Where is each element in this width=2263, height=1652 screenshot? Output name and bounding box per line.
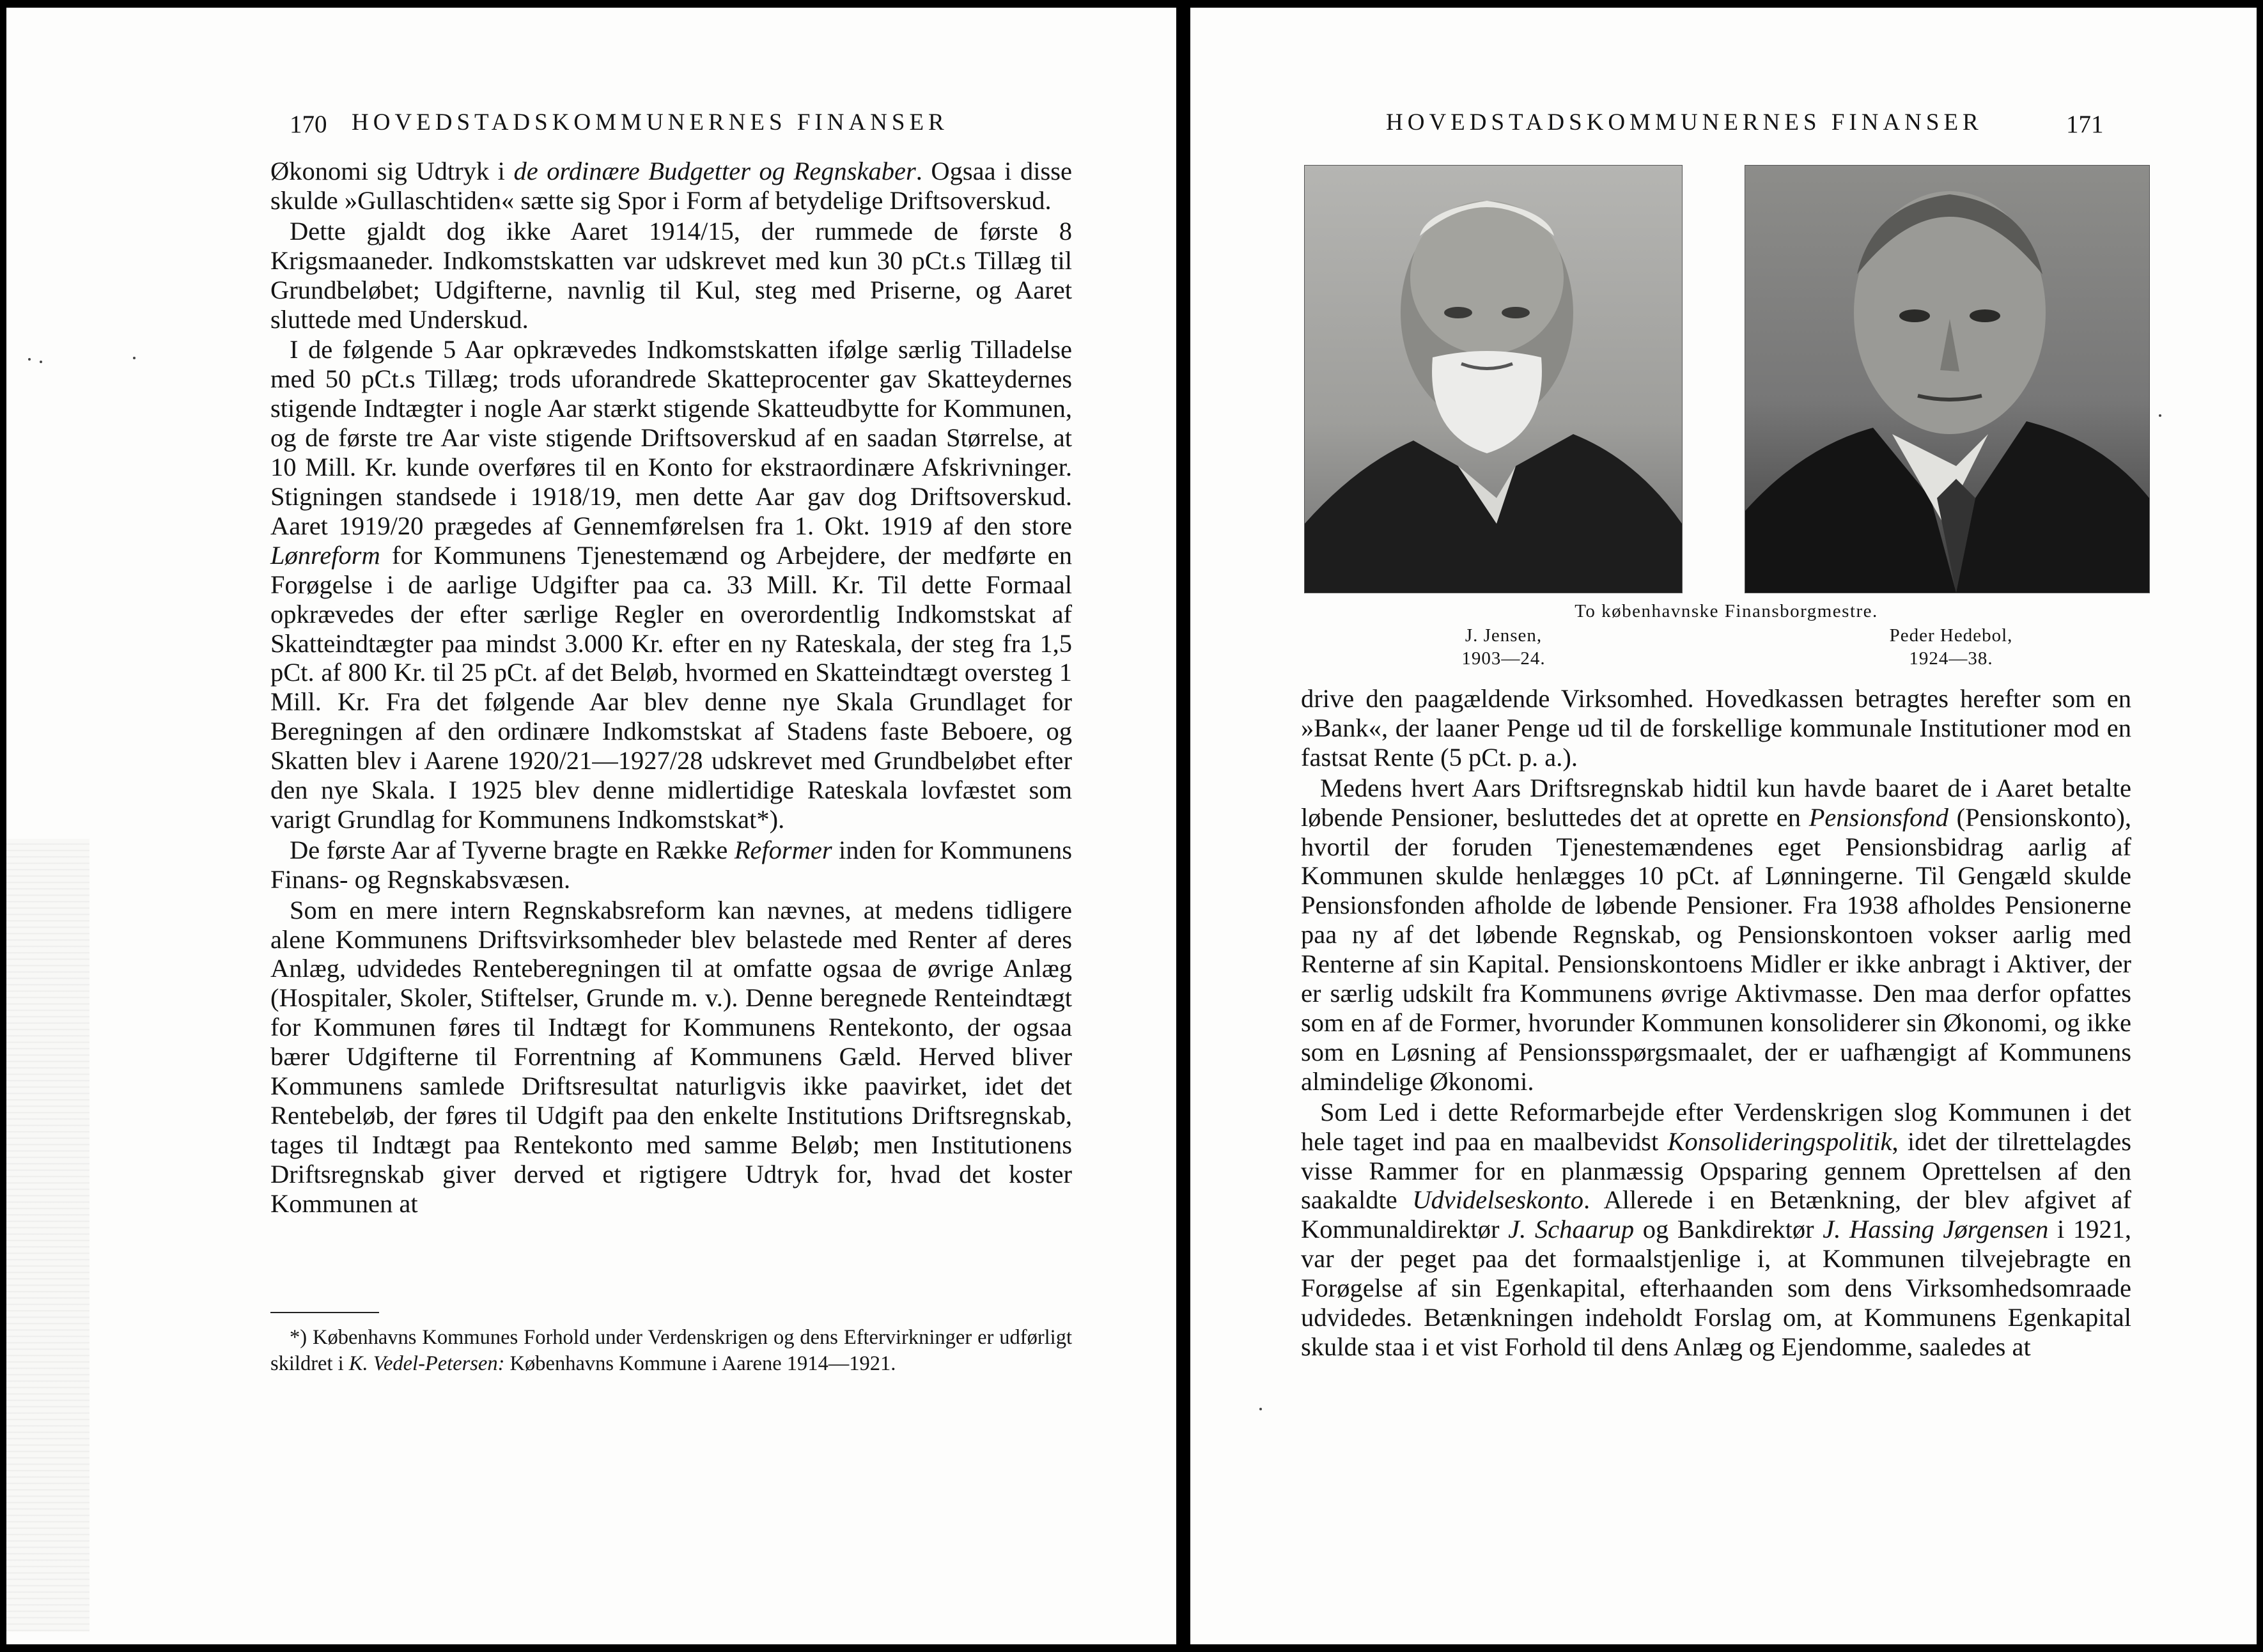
- body-paragraph: [270, 157, 1072, 215]
- footnote: [270, 1325, 1072, 1377]
- text-run: drive den paagældende Virksomhed. Hovedkassen betragtes herefter som en »Bank«, der laaner Penge ud til de forskellige kommunale Institutioner mod en fastsat Rente (5 pCt. p. a.).: [1301, 684, 2131, 772]
- emphasis-text: K. Vedel-Petersen:: [348, 1352, 505, 1375]
- body-paragraph: [270, 896, 1072, 1219]
- emphasis-text: Pensionsfond: [1808, 802, 1948, 832]
- body-paragraph: [1301, 774, 2131, 1096]
- body-paragraph: [1301, 1098, 2131, 1362]
- text-run: I de følgende 5 Aar opkrævedes Indkomstskatten ifølge særlig Tilladelse med 50 pCt.s Tillæg; trods uforandrede Skatteprocenter gav Skatteydernes stigende Indtægter i nogle Aar stærkt stigende Skatteudbytte for Kommunen, og de første tre Aar viste stigende Driftsoverskud af en saadan Størrelse, at 10 Mill. Kr. kunde overføres til en Konto for ekstraordinære Afskrivninger. Stigningen standsede i 1918/19, men dette Aar gav dog Driftsoverskud. Aaret 1919/20 prægedes af Gennemførelsen fra 1. Okt. 1919 af den store: [270, 335, 1072, 540]
- page-edge-stack: [6, 839, 89, 1632]
- emphasis-text: de ordinære Budgetter og Regnskaber: [513, 157, 916, 185]
- portrait-photo-hedebol: [1745, 165, 2150, 593]
- running-head-right: HOVEDSTADSKOMMUNERNES FINANSER: [1386, 109, 1983, 136]
- text-run: for Kommunens Tjenestemænd og Arbejdere, der medførte en Forøgelse i de aarlige Udgifter paa ca. 33 Mill. Kr. Til dette Formaal opkrævedes der efter særlige Regler en overordentlig Indkomstskat af Skatteindtægter paa mindst 3.000 Kr. efter en ny Rateskala, der steg fra 1,5 pCt. af 800 Kr. til 25 pCt. af det Beløb, hvormed en Skatteindtægt oversteg 1 Mill. Kr. Fra det følgende Aar blev denne nye Skala Grundlaget for Beregningen af den ordinære Indkomstskat af Stadens faste Beboere, og Skatten blev i Aarene 1920/21—1927/28 udskrevet med Grundbeløbet efter den nye Skala. I 1925 blev denne midlertidige Rateskala lovfæstet som varigt Grundlag for Kommunens Indkomstskat*).: [270, 540, 1072, 834]
- text-run: De første Aar af Tyverne bragte en Række: [290, 835, 735, 864]
- body-paragraph: [270, 335, 1072, 834]
- text-run: Medens hvert Aars Driftsregnskab hidtil kun havde baaret de i Aaret betalte løbende Pensioner, besluttedes det at oprette en: [1301, 773, 2131, 832]
- emphasis-text: J. Hassing Jørgensen: [1823, 1215, 2049, 1244]
- scan-speck: [133, 357, 136, 359]
- portrait-hedebol-drawing: [1745, 166, 2149, 593]
- caption-jensen-years: 1903—24.: [1461, 648, 1546, 669]
- left-page: [6, 8, 1176, 1644]
- emphasis-text: Konsolideringspolitik: [1667, 1126, 1892, 1156]
- text-run: (Pensionskonto), hvortil der foruden Tjenestemændenes eget Pensionsbidrag aarlig af Kommunen skulde henlægges 10 pCt. af Lønningerne. Til Gengæld skulde Pensionsfonden afholde de løbende Pensioner. Fra 1938 afholdes Pensionerne paa ny af det løbende Regnskab, og Pensionskontoen vokser aarlig med Renterne af sin Kapital. Pensionskontoens Midler er ikke anbragt i Aktiver, der er særlig udskilt fra Kommunens øvrige Aktivmasse. Den maa derfor opfattes som en af de Former, hvorunder Kommunen konsoliderer sin Økonomi, og ikke som en Løsning af Pensionsspørgsmaalet, der er uafhængigt af Kommunens almindelige Økonomi.: [1301, 802, 2132, 1096]
- emphasis-text: Udvidelseskonto: [1412, 1185, 1583, 1215]
- running-head-left: HOVEDSTADSKOMMUNERNES FINANSER: [352, 109, 949, 136]
- caption-hedebol: [1862, 624, 2041, 670]
- text-run: i 1921, var der peget paa det formaalstjenlige i, at Kommunen tilvejebragte en Forøgelse af sin Egenkapital, efterhaanden som dens Virksomhedsomraade udvidedes. Betænkningen indeholdt Forslag om, at Kommunens Egenkapital skulde staa i et vist Forhold til dens Anlæg og Ejendomme, saaledes at: [1301, 1215, 2131, 1361]
- caption-jensen: [1427, 624, 1580, 670]
- emphasis-text: Lønreform: [270, 540, 380, 570]
- page-number-left: 170: [290, 111, 327, 138]
- scan-speck: [1259, 1408, 1262, 1410]
- right-body-text: [1301, 684, 2131, 1362]
- emphasis-text: Reformer: [734, 835, 832, 864]
- text-run: *) Københavns Kommunes Forhold under Verdenskrigen og dens Eftervirkninger er udførligt skildret i: [270, 1326, 1072, 1375]
- left-body-text: [270, 157, 1072, 1219]
- text-run: Som Led i dette Reformarbejde efter Verdenskrigen slog Kommunen i det hele taget ind paa en maalbevidst: [1301, 1097, 2131, 1156]
- scan-speck: [28, 358, 31, 361]
- figure-caption: To københavnske Finansborgmestre.: [1575, 601, 1878, 621]
- body-paragraph: [270, 217, 1072, 334]
- footnote-rule: [270, 1312, 379, 1313]
- body-paragraph: [270, 836, 1072, 894]
- text-run: , idet der tilrettelagdes visse Rammer for en planmæssig Opsparing gennem Oprettelsen af den saakaldte: [1301, 1126, 2131, 1215]
- portrait-jensen-drawing: [1305, 166, 1682, 593]
- scan-speck: [40, 361, 42, 363]
- text-run: Som en mere intern Regnskabsreform kan nævnes, at medens tidligere alene Kommunens Driftsvirksomheder blev belastede med Renter af deres Anlæg, udvidedes Renteberegningen til at omfatte ogsaa de øvrige Anlæg (Hospitaler, Skoler, Stiftelser, Grunde m. v.). Denne beregnede Renteindtægt for Kommunen føres til Indtægt for Kommunens Rentekonto, der ogsaa bærer Udgifterne til Forrentning af Kommunens Gæld. Herved bliver Kommunens samlede Driftsresultat naturligvis ikke paavirket, idet det Rentebeløb, der føres til Udgift paa den enkelte Institutions Driftsregnskab, tages til Indtægt paa Rentekonto med samme Beløb; men Institutionens Driftsregnskab giver derved et rigtigere Udtryk for, hvad det koster Kommunen at: [270, 895, 1072, 1218]
- page-number-right: 171: [2066, 111, 2104, 138]
- text-run: inden for Kommunens Finans- og Regnskabsvæsen.: [270, 835, 1072, 894]
- text-run: Københavns Kommune i Aarene 1914—1921.: [504, 1352, 896, 1375]
- right-page: [1190, 8, 2257, 1644]
- text-run: . Allerede i en Betænkning, der blev afgivet af Kommunaldirektør: [1301, 1185, 2131, 1244]
- body-paragraph: [1301, 684, 2131, 772]
- caption-jensen-name: J. Jensen,: [1465, 625, 1543, 646]
- text-run: Dette gjaldt dog ikke Aaret 1914/15, der rummede de første 8 Krigsmaaneder. Indkomstskatten var udskrevet med kun 30 pCt.s Tillæg til Grundbeløbet; Udgifterne, navnlig til Kul, steg med Priserne, og Aaret sluttede med Underskud.: [270, 216, 1072, 334]
- caption-hedebol-years: 1924—38.: [1909, 648, 1993, 669]
- text-run: . Ogsaa i disse skulde »Gullaschtiden« sætte sig Spor i Form af betydelige Driftsoverskud.: [270, 157, 1072, 215]
- text-run: og Bankdirektør: [1634, 1215, 1823, 1244]
- scan-speck: [2159, 414, 2161, 417]
- text-run: Økonomi sig Udtryk i: [270, 157, 514, 185]
- caption-hedebol-name: Peder Hedebol,: [1889, 625, 2013, 646]
- emphasis-text: J. Schaarup: [1508, 1215, 1635, 1244]
- portrait-photo-jensen: [1304, 165, 1683, 593]
